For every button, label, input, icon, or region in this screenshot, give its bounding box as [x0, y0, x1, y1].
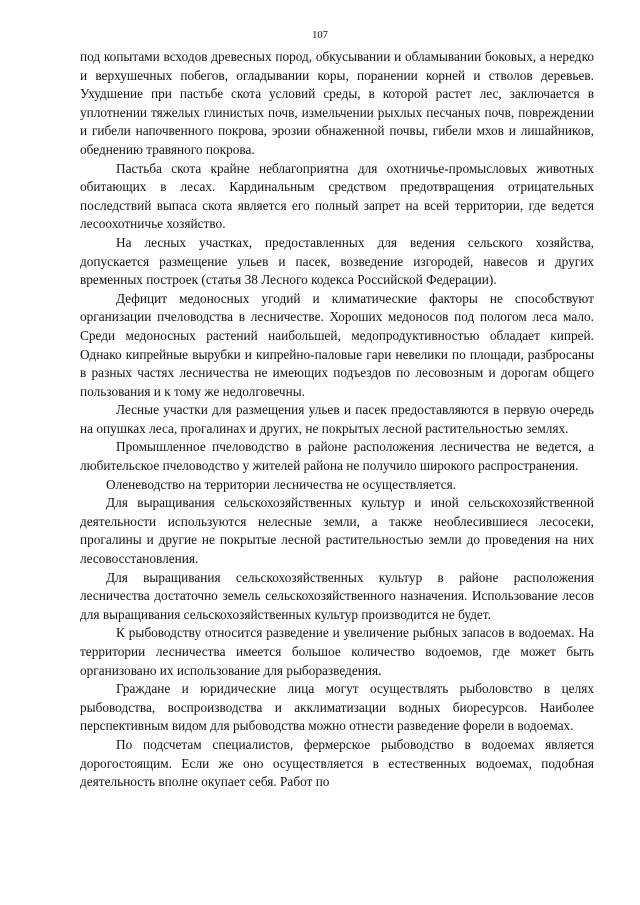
body-text	[80, 48, 594, 792]
paragraph-fishing-rights: Граждане и юридические лица могут осуществлять рыболовство в целях рыбоводства, воспроизводства и акклиматизации водных биоресурсов. Наиболее перспективным видом для рыбоводства можно отнести разведение форели в водоемах.	[80, 681, 594, 734]
paragraph-agriculture-lands: Для выращивания сельскохозяйственных культур и иной сельскохозяйственной деятельности используются нелесные земли, а также необлесившиеся лесосеки, прогалины и другие не покрытые лесной растительностью земли до проведения на них лесовосстановления.	[80, 495, 594, 567]
paragraph-grazing-hunting: Пастьба скота крайне неблагоприятна для охотничье-промысловых животных обитающих в лесах. Кардинальным средством предотвращения отрицательных последствий выпаса скота является его полный запрет на всей территории, где ведется лесоохотничье хозяйство.	[80, 160, 594, 232]
page-number: 107	[312, 30, 328, 41]
paragraph-agriculture-use: Для выращивания сельскохозяйственных культур в районе расположения лесничества достаточно земель сельскохозяйственного назначения. Использование лесов для выращивания сельскохозяйственных культур производится не будет.	[80, 569, 594, 622]
paragraph-grazing-damage: под копытами всходов древесных пород, обкусывании и обламывании боковых, а нередко и верхушечных побегов, огладывании коры, поранении корней и стволов деревьев. Ухудшение при пастьбе скота условий среды, в которой растет лес, заключается в уплотнении тяжелых глинистых почв, измельчении рыхлых песчаных почв, повреждении и гибели напочвенного покрова, эрозии обнаженной почвы, гибели мхов и лишайников, обеднению травяного покрова.	[80, 49, 594, 157]
paragraph-fish-farming: К рыбоводству относится разведение и увеличение рыбных запасов в водоемах. На территории лесничества имеется большое количество водоемов, где может быть организовано их использование для рыборазведения.	[80, 625, 594, 678]
paragraph-beekeeping: Промышленное пчеловодство в районе расположения лесничества не ведется, а любительское пчеловодство у жителей района не получило широкого распространения.	[80, 439, 594, 474]
paragraph-reindeer: Оленеводство на территории лесничества не осуществляется.	[106, 476, 457, 492]
paragraph-hives-placement: На лесных участках, предоставленных для ведения сельского хозяйства, допускается размещение ульев и пасек, возведение изгородей, навесов и других временных построек (статья 38 Лесного кодекса Российской Федерации).	[80, 234, 594, 288]
paragraph-fish-costs: По подсчетам специалистов, фермерское рыбоводство в водоемах является дорогостоящим. Если же оно осуществляется в естественных водоемах, подобная деятельность вполне окупает себя. Работ по	[80, 736, 594, 790]
paragraph-honey-deficit: Дефицит медоносных угодий и климатические факторы не способствуют организации пчеловодства в лесничестве. Хороших медоносов под пологом леса мало. Среди медоносных растений наибольшей, медопродуктивностью обладает кипрей. Однако кипрейные вырубки и кипрейно-паловые гари невелики по площади, разбросаны в разных частях лесничества не имеющих подъездов по лесовозным и дорогам общего пользования и к тому же недолговечны.	[80, 290, 594, 399]
paragraph-apiary-plots: Лесные участки для размещения ульев и пасек предоставляются в первую очередь на опушках леса, прогалинах и других, не покрытых лесной растительностью землях.	[80, 402, 594, 436]
